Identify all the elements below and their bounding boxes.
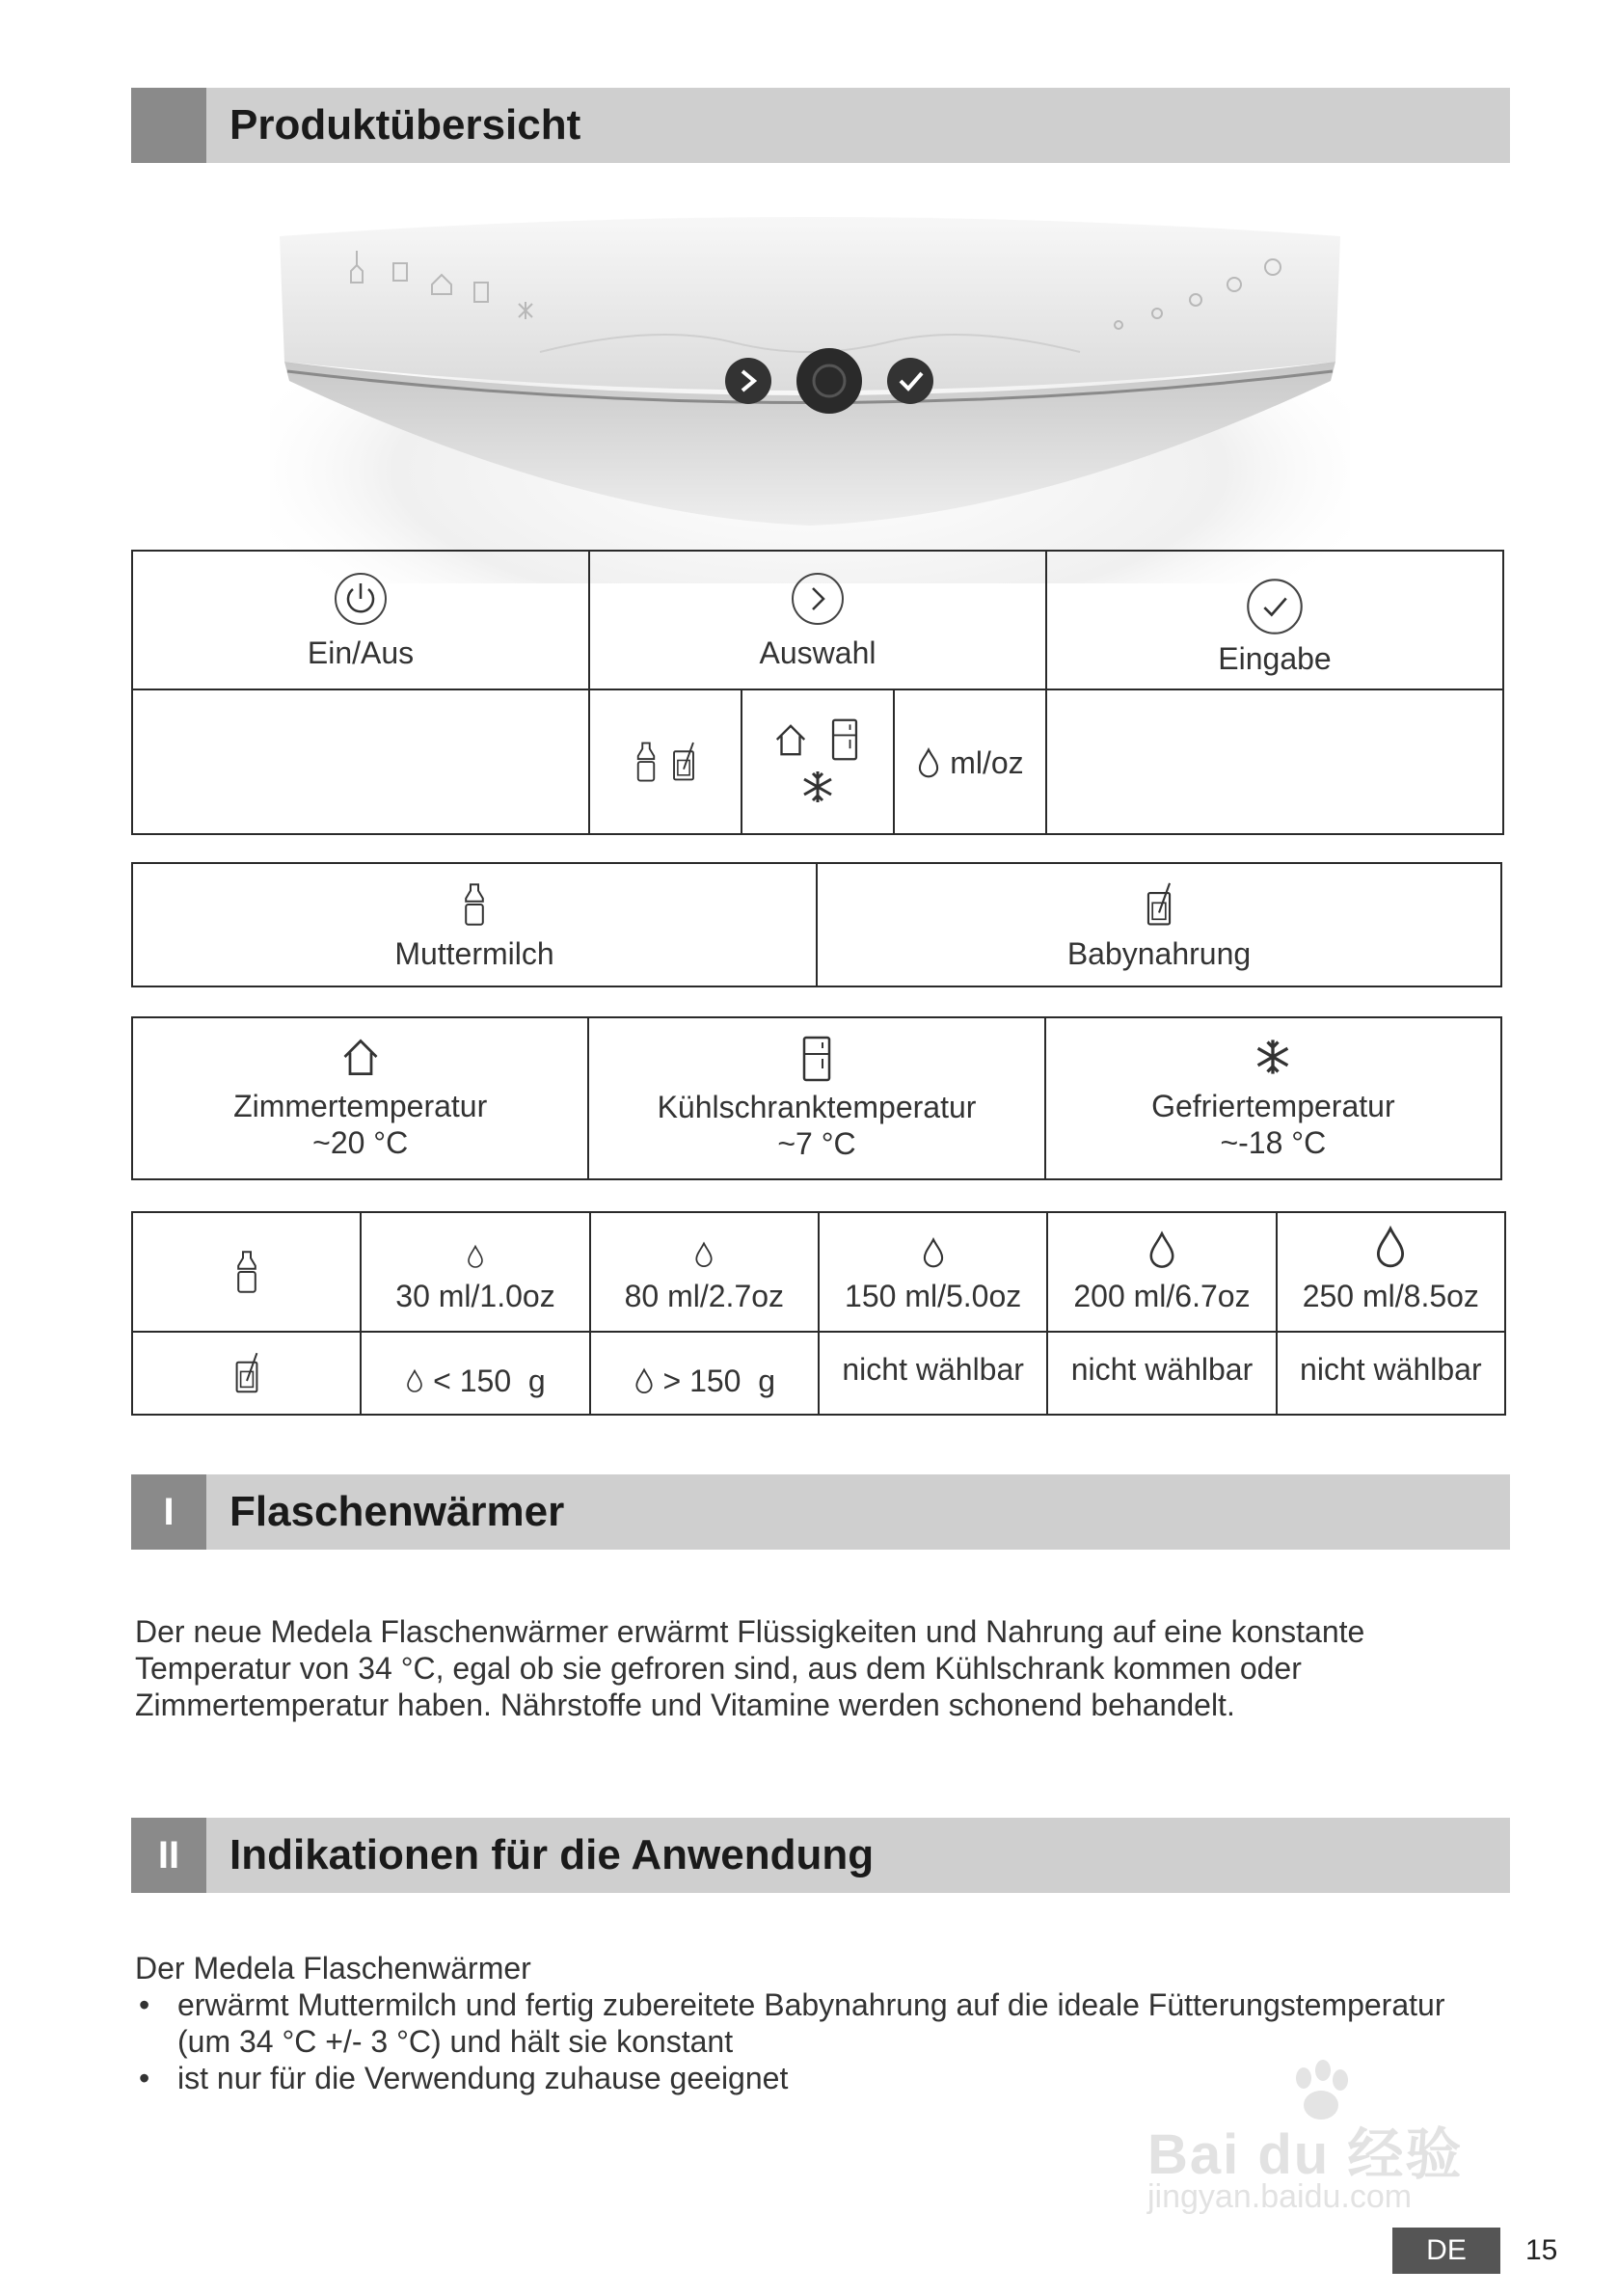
section-header-overview <box>131 88 1510 163</box>
section-title: Produktübersicht <box>229 101 581 149</box>
page-number: 15 <box>1525 2234 1558 2266</box>
section-title: Indikationen für die Anwendung <box>229 1831 875 1878</box>
select-cell <box>589 551 1046 689</box>
bottle-icon <box>632 740 661 784</box>
content-icons-cell <box>589 689 742 834</box>
food-row-icon-cell <box>132 1332 361 1415</box>
room-temperature-label: Zimmertemperatur <box>233 1089 488 1123</box>
watermark-brand: Bai du 经验 <box>1147 2123 1464 2186</box>
temperature-icons-cell <box>742 689 894 834</box>
enter-label: Eingabe <box>1218 640 1332 676</box>
select-label: Auswahl <box>759 635 876 670</box>
baby-food-jar-icon <box>231 1348 262 1398</box>
freezer-temperature-value: ~-18 °C <box>1220 1125 1327 1160</box>
drop-icon <box>916 746 941 779</box>
freezer-temperature-cell <box>1045 1017 1501 1179</box>
baby-food-cell <box>817 863 1501 986</box>
volume-unit-label: ml/oz <box>950 744 1024 780</box>
check-icon <box>1244 576 1306 637</box>
drop-icon <box>634 1366 655 1395</box>
section-number-block: II <box>131 1818 206 1893</box>
freezer-temperature-label: Gefriertemperatur <box>1151 1089 1395 1123</box>
fridge-icon <box>797 1035 836 1083</box>
drop-icon <box>405 1368 424 1393</box>
snowflake-icon <box>1252 1036 1294 1078</box>
volume-cell-250 <box>1277 1212 1505 1332</box>
food-volume-large-cell <box>590 1332 819 1415</box>
volume-cell-150 <box>819 1212 1047 1332</box>
not-selectable-cell: nicht wählbar <box>1047 1332 1276 1415</box>
drop-icon <box>466 1244 485 1269</box>
list-item: • erwärmt Muttermilch und fertig zubereitete Babynahrung auf die ideale Fütterungstemperatur (um 34 °C +/- 3 °C) und hält sie konstant <box>177 1986 1504 2060</box>
room-temperature-value: ~20 °C <box>312 1125 409 1160</box>
breast-milk-cell <box>132 863 817 986</box>
fridge-icon <box>826 717 863 762</box>
fridge-temperature-value: ~7 °C <box>777 1126 856 1161</box>
room-temperature-cell <box>132 1017 588 1179</box>
breast-milk-label: Muttermilch <box>394 935 554 971</box>
chevron-right-icon <box>789 570 847 628</box>
volume-cell-30 <box>361 1212 589 1332</box>
not-selectable-cell: nicht wählbar <box>1277 1332 1505 1415</box>
power-cell <box>132 551 589 689</box>
drop-icon <box>693 1240 715 1269</box>
power-icon <box>332 570 390 628</box>
volume-table <box>131 1211 1506 1416</box>
power-label: Ein/Aus <box>307 635 415 670</box>
volume-label: 80 ml/2.7oz <box>624 1278 785 1313</box>
volume-label: 150 ml/5.0oz <box>845 1278 1022 1313</box>
list-item: • ist nur für die Verwendung zuhause geeignet <box>177 2060 1504 2096</box>
watermark-url: jingyan.baidu.com <box>1147 2178 1413 2215</box>
empty-cell <box>132 689 589 834</box>
volume-label: 250 ml/8.5oz <box>1302 1278 1479 1313</box>
house-icon <box>772 721 809 758</box>
milk-row-icon-cell <box>132 1212 361 1332</box>
food-volume-label: < 150 g <box>433 1363 546 1398</box>
drop-icon <box>921 1236 946 1269</box>
section-number-block: I <box>131 1474 206 1550</box>
device-illustration <box>270 207 1350 583</box>
section-number-block <box>131 88 206 163</box>
food-volume-small-cell <box>361 1332 589 1415</box>
enter-cell <box>1046 551 1503 689</box>
content-type-table <box>131 862 1502 987</box>
food-volume-label: > 150 g <box>662 1363 776 1398</box>
volume-label: 200 ml/6.7oz <box>1073 1278 1251 1313</box>
bottle-icon <box>231 1245 262 1299</box>
house-icon <box>339 1036 382 1078</box>
section-header-2 <box>131 1818 1510 1893</box>
volume-cell-200 <box>1047 1212 1276 1332</box>
watermark <box>1147 2059 1533 2223</box>
volume-label: 30 ml/1.0oz <box>395 1278 555 1313</box>
baby-food-jar-icon <box>1143 878 1175 931</box>
baby-food-jar-icon <box>668 740 699 784</box>
fridge-temperature-cell <box>588 1017 1044 1179</box>
intro-line: Der Medela Flaschenwärmer <box>135 1951 531 1985</box>
controls-table <box>131 550 1504 835</box>
paragraph: Der neue Medela Flaschenwärmer erwärmt Flüssigkeiten und Nahrung auf eine konstante Temperatur von 34 °C, egal ob sie gefroren sind, aus dem Kühlschrank kommen oder Zimmertemperatur haben. Nährstoffe und Vitamine werden schonend behandelt. <box>135 1614 1365 1722</box>
volume-cell-80 <box>590 1212 819 1332</box>
temperature-table <box>131 1016 1502 1180</box>
section-1-body <box>135 1613 1504 1723</box>
baby-food-label: Babynahrung <box>1066 935 1252 971</box>
not-selectable-cell: nicht wählbar <box>819 1332 1047 1415</box>
language-badge: DE <box>1392 2228 1500 2274</box>
drop-icon <box>1146 1230 1177 1269</box>
bottle-icon <box>459 878 490 931</box>
snowflake-icon <box>798 768 837 806</box>
volume-cell <box>894 689 1046 834</box>
section-header-1 <box>131 1474 1510 1550</box>
drop-icon <box>1373 1225 1408 1269</box>
fridge-temperature-label: Kühlschranktemperatur <box>657 1090 977 1124</box>
empty-cell <box>1046 689 1503 834</box>
section-title: Flaschenwärmer <box>229 1488 565 1535</box>
